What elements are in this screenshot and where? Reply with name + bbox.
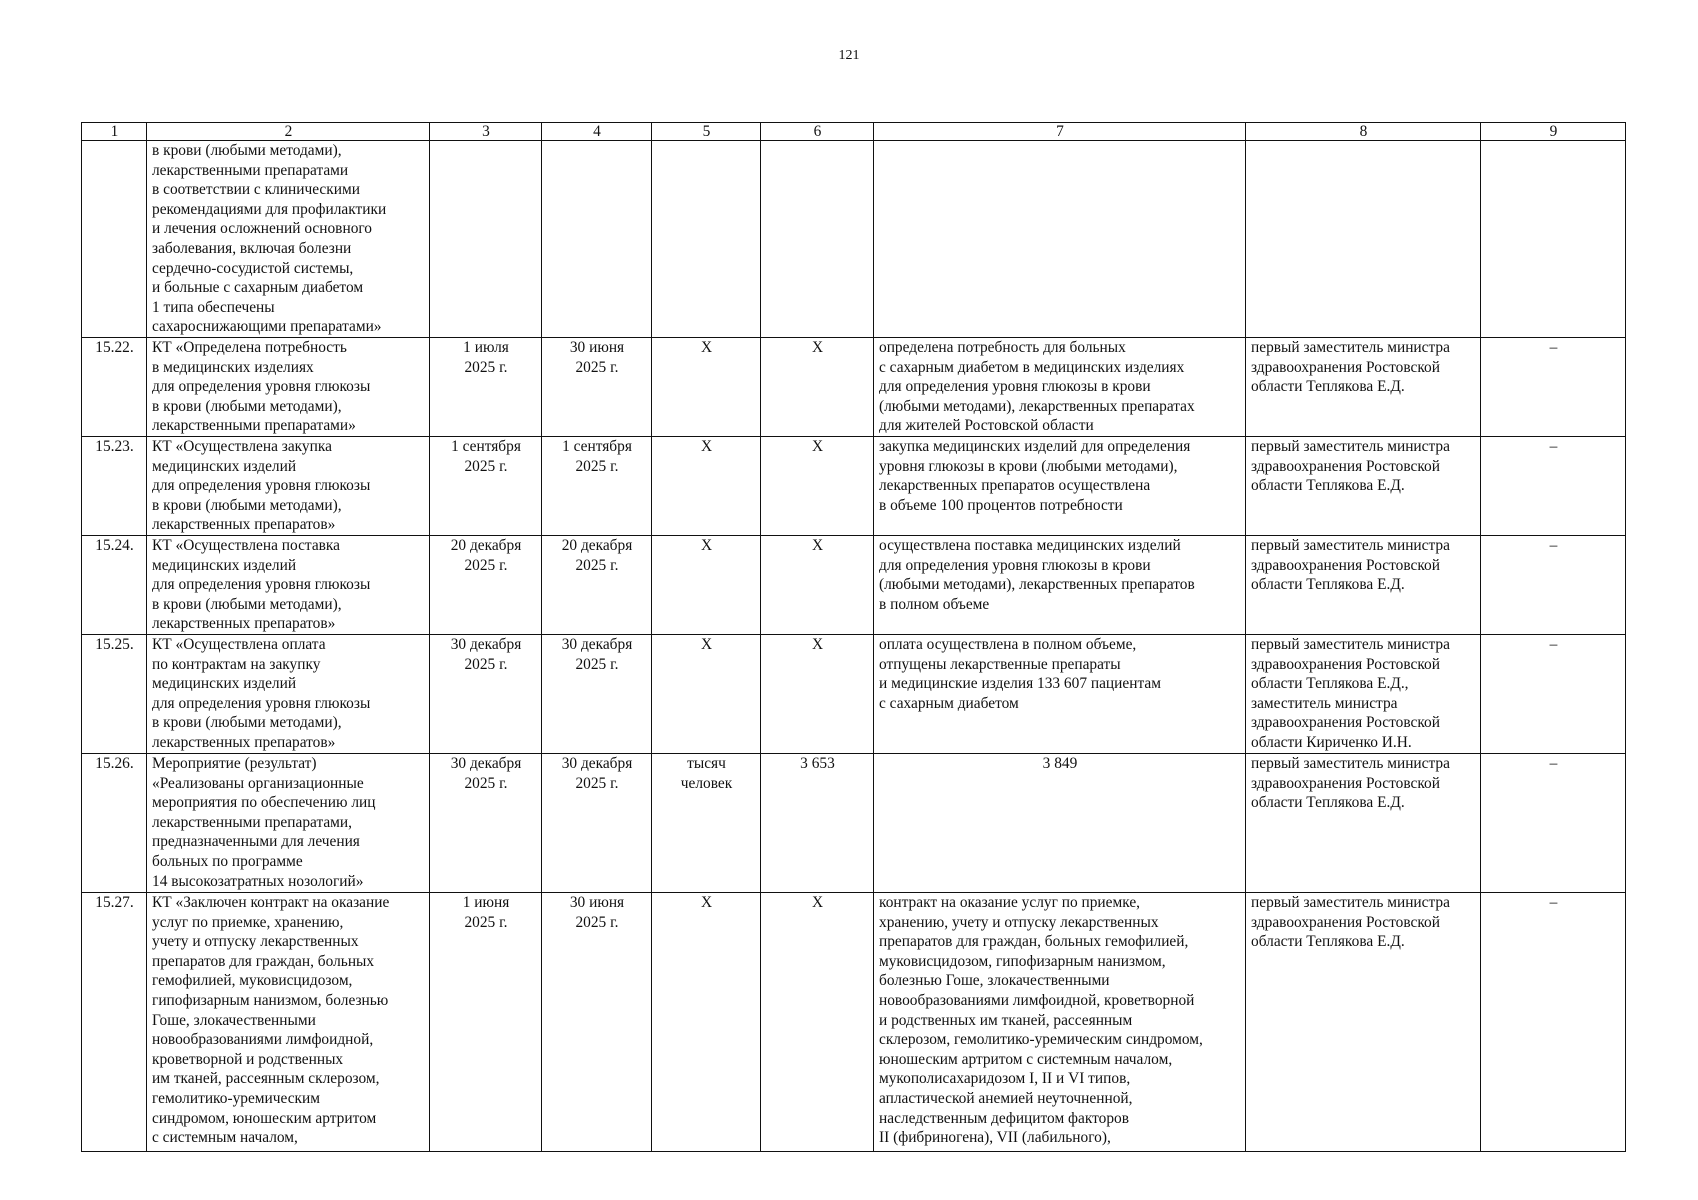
table-row bbox=[82, 635, 1626, 754]
row-start-date: 1 июля 2025 г. bbox=[430, 338, 542, 437]
row-start-date: 20 декабря 2025 г. bbox=[430, 536, 542, 635]
page-number: 121 bbox=[838, 48, 860, 63]
plan-table bbox=[81, 122, 1626, 1152]
column-header: 3 bbox=[430, 123, 542, 141]
column-header: 4 bbox=[542, 123, 652, 141]
row-unit: тысяч человек bbox=[652, 754, 761, 893]
row-name: Мероприятие (результат) «Реализованы организационные мероприятия по обеспечению лиц лекарственными препаратами, предназначенными для лечения больных по программе 14 высокозатратных нозологий» bbox=[147, 754, 430, 893]
column-header: 2 bbox=[147, 123, 430, 141]
row-note: – bbox=[1481, 437, 1626, 536]
row-start-date: 1 июня 2025 г. bbox=[430, 893, 542, 1152]
row-base-value: X bbox=[761, 338, 874, 437]
row-result: осуществлена поставка медицинских изделий для определения уровня глюкозы в крови (любыми методами), лекарственных препаратов в полном объеме bbox=[874, 536, 1246, 635]
row-result: контракт на оказание услуг по приемке, хранению, учету и отпуску лекарственных препаратов для граждан, больных гемофилией, муковисцидозом, гипофизарным нанизмом, болезнью Гоше, злокачественными новообразованиями лимфоидной, кроветворной и родственных им тканей, рассеянным склерозом, гемолитико-уремическим синдромом, юношеским артритом с системным началом, мукополисахаридозом I, II и VI типов, апластической анемией неуточненной, наследственным дефицитом факторов II (фибриногена), VII (лабильного), bbox=[874, 893, 1246, 1152]
row-note: – bbox=[1481, 635, 1626, 754]
column-header: 5 bbox=[652, 123, 761, 141]
row-end-date bbox=[542, 141, 652, 338]
row-number: 15.25. bbox=[82, 635, 147, 754]
row-note: – bbox=[1481, 536, 1626, 635]
row-name: КТ «Осуществлена оплата по контрактам на закупку медицинских изделий для определения уровня глюкозы в крови (любыми методами), лекарственных препаратов» bbox=[147, 635, 430, 754]
column-header: 8 bbox=[1246, 123, 1481, 141]
row-unit bbox=[652, 141, 761, 338]
row-start-date: 30 декабря 2025 г. bbox=[430, 635, 542, 754]
row-base-value: X bbox=[761, 536, 874, 635]
row-note bbox=[1481, 141, 1626, 338]
row-end-date: 30 декабря 2025 г. bbox=[542, 754, 652, 893]
row-end-date: 20 декабря 2025 г. bbox=[542, 536, 652, 635]
table-row bbox=[82, 893, 1626, 1152]
row-name: в крови (любыми методами), лекарственными препаратами в соответствии с клиническими рекомендациями для профилактики и лечения осложнений основного заболевания, включая болезни сердечно-сосудистой системы, и больные с сахарным диабетом 1 типа обеспечены сахароснижающими препаратами» bbox=[147, 141, 430, 338]
row-unit: X bbox=[652, 338, 761, 437]
table-row bbox=[82, 141, 1626, 338]
row-number: 15.26. bbox=[82, 754, 147, 893]
row-result: оплата осуществлена в полном объеме, отпущены лекарственные препараты и медицинские изделия 133 607 пациентам с сахарным диабетом bbox=[874, 635, 1246, 754]
row-responsible: первый заместитель министра здравоохранения Ростовской области Теплякова Е.Д. bbox=[1246, 536, 1481, 635]
row-result: 3 849 bbox=[874, 754, 1246, 893]
row-end-date: 30 июня 2025 г. bbox=[542, 338, 652, 437]
row-name: КТ «Осуществлена поставка медицинских изделий для определения уровня глюкозы в крови (любыми методами), лекарственных препаратов» bbox=[147, 536, 430, 635]
row-end-date: 1 сентября 2025 г. bbox=[542, 437, 652, 536]
row-note: – bbox=[1481, 338, 1626, 437]
row-note: – bbox=[1481, 893, 1626, 1152]
row-responsible: первый заместитель министра здравоохранения Ростовской области Теплякова Е.Д. bbox=[1246, 338, 1481, 437]
table-row bbox=[82, 754, 1626, 893]
row-name: КТ «Осуществлена закупка медицинских изделий для определения уровня глюкозы в крови (любыми методами), лекарственных препаратов» bbox=[147, 437, 430, 536]
row-base-value: X bbox=[761, 893, 874, 1152]
row-name: КТ «Определена потребность в медицинских изделиях для определения уровня глюкозы в крови (любыми методами), лекарственными препаратами» bbox=[147, 338, 430, 437]
row-result: закупка медицинских изделий для определения уровня глюкозы в крови (любыми методами), лекарственных препаратов осуществлена в объеме 100 процентов потребности bbox=[874, 437, 1246, 536]
row-number bbox=[82, 141, 147, 338]
table-row bbox=[82, 536, 1626, 635]
row-base-value: 3 653 bbox=[761, 754, 874, 893]
row-result: определена потребность для больных с сахарным диабетом в медицинских изделиях для определения уровня глюкозы в крови (любыми методами), лекарственных препаратах для жителей Ростовской области bbox=[874, 338, 1246, 437]
column-header: 9 bbox=[1481, 123, 1626, 141]
row-number: 15.22. bbox=[82, 338, 147, 437]
row-responsible: первый заместитель министра здравоохранения Ростовской области Теплякова Е.Д. bbox=[1246, 754, 1481, 893]
row-base-value: X bbox=[761, 437, 874, 536]
row-start-date: 30 декабря 2025 г. bbox=[430, 754, 542, 893]
row-responsible bbox=[1246, 141, 1481, 338]
row-end-date: 30 июня 2025 г. bbox=[542, 893, 652, 1152]
row-name: КТ «Заключен контракт на оказание услуг по приемке, хранению, учету и отпуску лекарственных препаратов для граждан, больных гемофилией, муковисцидозом, гипофизарным нанизмом, болезнью Гоше, злокачественными новообразованиями лимфоидной, кроветворной и родственных им тканей, рассеянным склерозом, гемолитико-уремическим синдромом, юношеским артритом с системным началом, bbox=[147, 893, 430, 1152]
row-responsible: первый заместитель министра здравоохранения Ростовской области Теплякова Е.Д., заместитель министра здравоохранения Ростовской области Кириченко И.Н. bbox=[1246, 635, 1481, 754]
table-row bbox=[82, 437, 1626, 536]
row-responsible: первый заместитель министра здравоохранения Ростовской области Теплякова Е.Д. bbox=[1246, 893, 1481, 1152]
row-unit: X bbox=[652, 893, 761, 1152]
column-header: 1 bbox=[82, 123, 147, 141]
row-base-value: X bbox=[761, 635, 874, 754]
row-responsible: первый заместитель министра здравоохранения Ростовской области Теплякова Е.Д. bbox=[1246, 437, 1481, 536]
row-result bbox=[874, 141, 1246, 338]
row-start-date: 1 сентября 2025 г. bbox=[430, 437, 542, 536]
row-number: 15.23. bbox=[82, 437, 147, 536]
row-number: 15.24. bbox=[82, 536, 147, 635]
row-start-date bbox=[430, 141, 542, 338]
row-base-value bbox=[761, 141, 874, 338]
column-header: 7 bbox=[874, 123, 1246, 141]
row-unit: X bbox=[652, 536, 761, 635]
table-row bbox=[82, 338, 1626, 437]
row-unit: X bbox=[652, 437, 761, 536]
row-number: 15.27. bbox=[82, 893, 147, 1152]
row-end-date: 30 декабря 2025 г. bbox=[542, 635, 652, 754]
column-number-row bbox=[82, 123, 1626, 141]
row-note: – bbox=[1481, 754, 1626, 893]
row-unit: X bbox=[652, 635, 761, 754]
column-header: 6 bbox=[761, 123, 874, 141]
